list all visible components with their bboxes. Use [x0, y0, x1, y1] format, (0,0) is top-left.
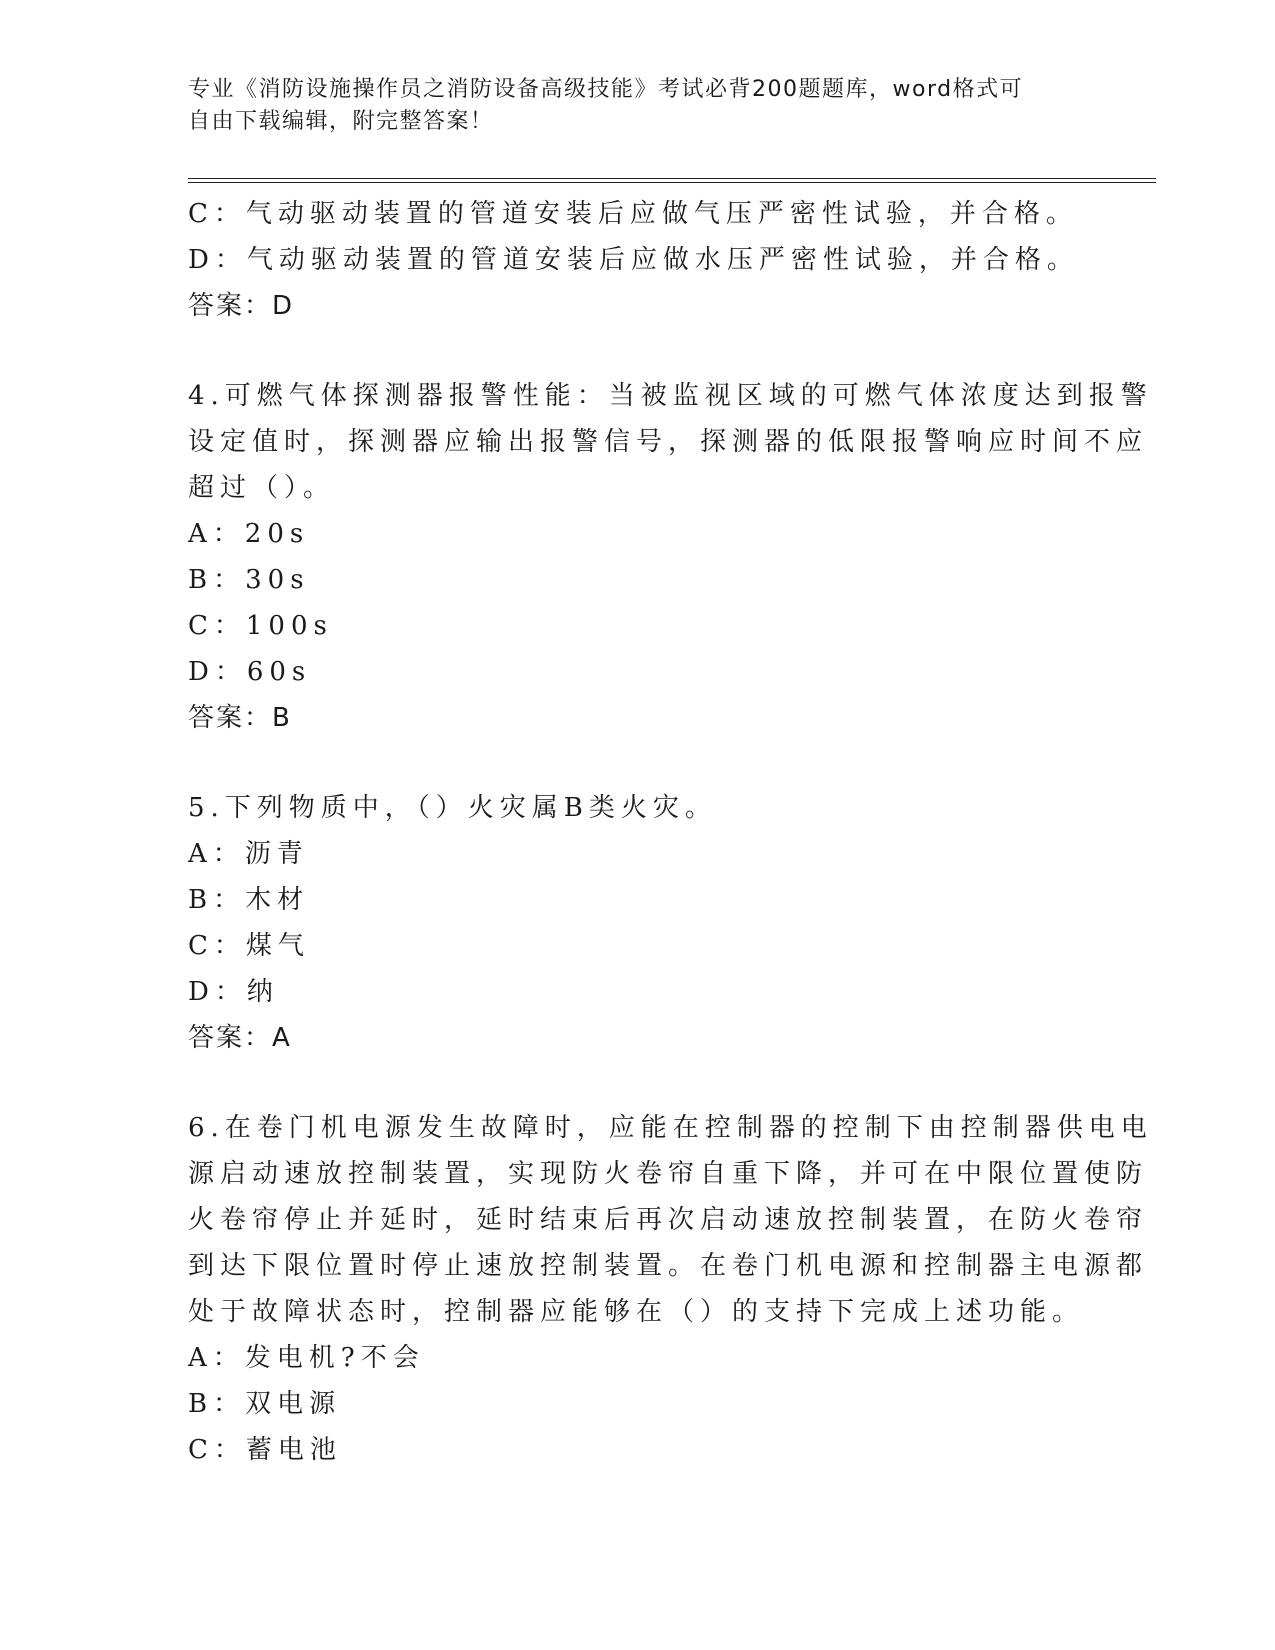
header-divider — [188, 178, 1156, 183]
header-title-line-1: 专业《消防设施操作员之消防设备高级技能》考试必背200题题库，word格式可 — [188, 77, 1024, 102]
q6-stem-line-3: 火卷帘停止并延时，延时结束后再次启动速放控制装置，在防火卷帘 — [188, 1205, 1149, 1235]
document-body — [188, 191, 1153, 1473]
q5-option-a: A：沥青 — [188, 839, 309, 869]
q6-stem-line-2: 源启动速放控制装置，实现防火卷帘自重下降，并可在中限位置使防 — [188, 1159, 1149, 1189]
question-6 — [188, 1105, 1153, 1473]
q5-option-b: B：木材 — [188, 885, 310, 915]
question-5 — [188, 785, 1068, 1061]
question-3-tail — [188, 191, 1079, 329]
q5-option-d: D：纳 — [188, 977, 279, 1007]
header-title-line-2: 自由下载编辑，附完整答案！ — [188, 109, 494, 134]
q6-stem-line-4: 到达下限位置时停止速放控制装置。在卷门机电源和控制器主电源都 — [188, 1251, 1149, 1281]
q4-option-c: C：100s — [188, 611, 333, 641]
q3-option-d: D：气动驱动装置的管道安装后应做水压严密性试验，并合格。 — [188, 245, 1079, 275]
q3-option-c: C：气动驱动装置的管道安装后应做气压严密性试验，并合格。 — [188, 199, 1078, 229]
q6-option-b: B：双电源 — [188, 1389, 342, 1419]
spacer — [188, 329, 1068, 373]
question-4 — [188, 373, 1153, 741]
q4-answer: 答案：B — [188, 703, 292, 733]
q6-stem-line-1: 6.在卷门机电源发生故障时，应能在控制器的控制下由控制器供电电 — [188, 1113, 1153, 1143]
q4-stem-line-1: 4.可燃气体探测器报警性能：当被监视区域的可燃气体浓度达到报警 — [188, 381, 1153, 411]
q6-option-c: C：蓄电池 — [188, 1435, 342, 1465]
q5-stem: 5.下列物质中，（）火灾属B类火灾。 — [188, 793, 717, 823]
q4-stem-line-3: 超过（）。 — [188, 473, 336, 503]
spacer — [188, 741, 1068, 785]
q4-option-a: A：20s — [188, 519, 310, 549]
page-header — [188, 74, 1068, 138]
q4-stem-line-2: 设定值时，探测器应输出报警信号，探测器的低限报警响应时间不应 — [188, 427, 1149, 457]
spacer — [188, 1061, 1068, 1105]
q5-answer: 答案：A — [188, 1023, 292, 1053]
q6-stem-line-5: 处于故障状态时，控制器应能够在（）的支持下完成上述功能。 — [188, 1297, 1085, 1327]
q6-option-a: A：发电机?不会 — [188, 1343, 425, 1373]
q4-option-d: D：60s — [188, 657, 312, 687]
q3-answer: 答案：D — [188, 291, 295, 321]
q5-option-c: C：煤气 — [188, 931, 310, 961]
q4-option-b: B：30s — [188, 565, 310, 595]
